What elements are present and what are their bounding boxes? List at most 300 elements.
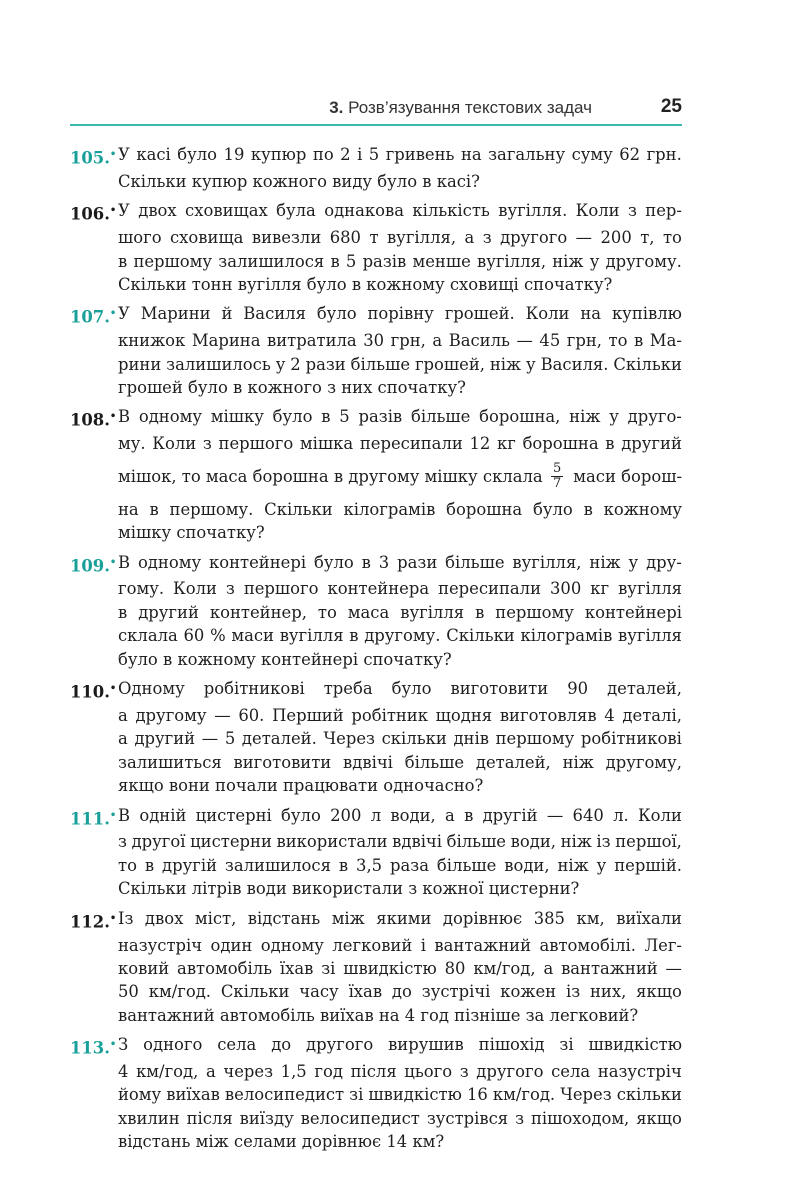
word: першої,	[615, 832, 682, 852]
word: використали	[276, 832, 388, 852]
word: виготовити	[450, 679, 549, 699]
word: вантажний	[561, 958, 658, 978]
word: із	[596, 832, 611, 852]
word: 45	[539, 331, 561, 351]
word: гому.	[118, 579, 165, 599]
word: В	[118, 552, 131, 572]
word: на	[118, 499, 139, 519]
word: Скільки	[220, 982, 290, 1002]
word: автомобіль	[177, 958, 273, 978]
word: вугілля	[618, 579, 682, 599]
word: них,	[590, 982, 627, 1002]
word: автомобілі.	[539, 935, 636, 955]
word: після	[350, 1062, 397, 1082]
difficulty-mark: •	[109, 149, 117, 160]
problem-text: відстань між селами дорівнює 14 км?	[118, 1132, 445, 1152]
word: 680	[329, 228, 361, 248]
word: 5	[368, 145, 380, 164]
word: вугілля	[279, 626, 344, 646]
word: одного	[143, 1035, 203, 1055]
word: була	[276, 201, 316, 221]
word: то	[608, 331, 628, 351]
word: то	[118, 855, 137, 875]
word: було	[391, 679, 432, 699]
word: Через	[560, 1085, 612, 1105]
problem-number	[70, 907, 118, 934]
word: менше	[412, 251, 471, 271]
word: купівлю	[611, 304, 682, 324]
word: то	[317, 602, 337, 622]
problem-109	[70, 551, 682, 672]
word: часу	[299, 982, 339, 1002]
word: Коли	[575, 201, 620, 221]
problem-112	[70, 907, 682, 1028]
word: другого	[476, 1062, 544, 1082]
problem-line	[70, 353, 682, 376]
problem-line	[70, 980, 682, 1003]
word: велосипедист	[300, 1108, 420, 1128]
word: села	[551, 1062, 591, 1082]
problem-line	[70, 774, 682, 797]
word: Одному	[118, 679, 185, 699]
problem-number-text: 109.	[70, 556, 110, 576]
problem-number-text: 105.	[70, 148, 110, 168]
problem-number	[70, 405, 118, 432]
problem-line	[70, 727, 682, 750]
word: кожному	[603, 499, 682, 519]
word: хвилин	[118, 1108, 180, 1128]
word: контейнера	[327, 579, 430, 599]
word: другої	[131, 832, 186, 852]
word: виготовляв	[499, 705, 597, 725]
word: вугілля	[400, 602, 465, 622]
problem-line	[70, 1107, 682, 1130]
word: скільки	[616, 1085, 682, 1105]
word: борошна	[522, 434, 599, 454]
word: швидкістю	[343, 958, 437, 978]
word: борошна,	[479, 407, 561, 427]
word: Василя.	[540, 354, 609, 374]
problem-line	[70, 250, 682, 273]
word: другому.	[605, 251, 682, 271]
problem-number-text: 111.	[70, 809, 110, 829]
word: а	[543, 958, 554, 978]
word: другій	[162, 855, 217, 875]
problem-number-text: 110.	[70, 682, 110, 702]
problem-line	[70, 1130, 682, 1153]
word: ніж	[560, 832, 592, 852]
word: води,	[510, 832, 556, 852]
problem-line	[70, 677, 682, 704]
word: 200	[330, 805, 362, 825]
word: першій.	[614, 855, 682, 875]
word: В	[118, 805, 131, 825]
problem-line	[70, 648, 682, 671]
word: деталі,	[622, 705, 682, 725]
word: пересипали	[438, 579, 542, 599]
word: більше	[445, 552, 505, 572]
word: 90	[567, 679, 589, 699]
word: робітникові	[203, 679, 305, 699]
word: їхав	[348, 982, 383, 1002]
problem-number	[70, 677, 118, 704]
word: му.	[118, 434, 146, 454]
word: Перший	[272, 705, 344, 725]
problem-number-text: 112.	[70, 912, 110, 932]
word: км/год,	[473, 958, 536, 978]
problem-line	[70, 432, 682, 455]
word: якщо	[636, 982, 682, 1002]
word: У	[118, 304, 130, 324]
word: між	[331, 908, 365, 928]
word: Скільки	[446, 626, 515, 646]
word: одному	[137, 552, 202, 572]
word: ніж	[557, 855, 589, 875]
word: 16	[466, 1085, 488, 1105]
word: другому.	[364, 626, 441, 646]
chapter-title: Розв’язування текстових задач	[348, 98, 592, 117]
problem-number	[70, 804, 118, 831]
word: скільки	[381, 729, 447, 749]
word: вантажний	[434, 935, 532, 955]
problem-line	[70, 577, 682, 600]
word: —	[214, 705, 231, 725]
problem-line	[70, 704, 682, 727]
word: й	[221, 304, 233, 324]
word: кілограмів	[520, 626, 613, 646]
word: 5	[339, 407, 350, 427]
word: залишилося	[218, 251, 325, 271]
word: в	[118, 602, 128, 622]
word: зустрічі	[421, 982, 491, 1002]
word: витратила	[267, 331, 357, 351]
word: —	[546, 805, 564, 825]
word: 50	[118, 982, 139, 1002]
word: в	[349, 626, 359, 646]
word: було	[281, 805, 321, 825]
word: а	[118, 729, 128, 749]
problem-number	[70, 551, 118, 578]
word: в	[149, 499, 159, 519]
word: контейнері	[208, 552, 307, 572]
problem-number	[70, 1033, 118, 1060]
difficulty-mark: •	[109, 809, 117, 821]
word: дорівнює	[442, 908, 523, 928]
word: вдвічі	[343, 752, 393, 772]
word: з	[459, 1062, 469, 1082]
word: було	[313, 552, 354, 572]
word: деталей,	[607, 679, 682, 699]
problem-110	[70, 677, 682, 798]
word: швидкістю	[588, 1035, 682, 1055]
word: Через	[323, 729, 375, 749]
word: км/год.	[492, 1085, 556, 1105]
word: на	[580, 304, 602, 324]
problem-105	[70, 143, 682, 193]
word: в	[321, 407, 331, 427]
word: легковий	[332, 935, 413, 955]
chapter-heading	[329, 98, 592, 118]
word: дру-	[646, 552, 682, 572]
fraction-denominator: 7	[553, 476, 562, 492]
problem-number-text: 106.	[70, 204, 110, 224]
word: 385	[533, 908, 565, 928]
problem-text: якщо вони почали працювати одночасно?	[118, 776, 484, 796]
word: 80	[444, 958, 466, 978]
word: кілограмів	[343, 499, 436, 519]
word: сховищах	[185, 201, 268, 221]
fraction	[551, 462, 563, 491]
problem-line	[70, 143, 682, 170]
word: виїзду	[239, 1108, 294, 1128]
word: 62	[619, 145, 641, 164]
word: Скільки	[264, 499, 333, 519]
word: т,	[640, 228, 655, 248]
word: виїхав	[166, 1085, 220, 1105]
word: маса	[347, 602, 390, 622]
difficulty-mark: •	[109, 912, 117, 924]
word: т	[369, 228, 379, 248]
word: більше	[436, 855, 497, 875]
problem-text: було в кожному контейнері спочатку?	[118, 649, 452, 669]
word: з	[225, 579, 235, 599]
word: —	[575, 228, 593, 248]
problem-line	[70, 907, 682, 934]
problem-number	[70, 199, 118, 226]
word: пер-	[645, 201, 682, 221]
word: У	[118, 145, 130, 164]
word: ковий	[118, 958, 170, 978]
problem-106	[70, 199, 682, 296]
problem-text: Скільки купюр кожного виду було в касі?	[118, 171, 480, 191]
problem-line	[70, 456, 682, 498]
word: першому	[495, 602, 574, 622]
word: рини	[118, 354, 162, 374]
word: першого	[243, 579, 319, 599]
word: другому	[135, 705, 207, 725]
word: більше	[446, 832, 507, 852]
word: першому	[133, 251, 213, 271]
word: в	[464, 805, 474, 825]
word: л.	[613, 805, 629, 825]
problem-text: Скільки літрів води використали з кожної цистерни?	[118, 879, 580, 899]
word: вивезли	[251, 228, 322, 248]
word: в	[583, 499, 593, 519]
problem-line	[70, 1083, 682, 1106]
word: другого	[500, 228, 568, 248]
word: 4	[604, 705, 615, 725]
word: З	[118, 1035, 129, 1055]
problem-text: маси борош-	[573, 466, 682, 486]
word: у	[609, 407, 619, 427]
word: з	[515, 1108, 525, 1128]
word: касі	[136, 145, 171, 164]
problem-107	[70, 302, 682, 399]
word: контейнер,	[209, 602, 307, 622]
word: води,	[504, 855, 550, 875]
problem-number	[70, 302, 118, 329]
chapter-number: 3.	[329, 98, 344, 117]
problem-line	[70, 551, 682, 578]
word: на	[460, 145, 482, 164]
word: з	[482, 228, 492, 248]
problem-text: грошей було в кожного з них спочатку?	[118, 378, 466, 398]
word: виїхали	[616, 908, 682, 928]
word: кг	[590, 579, 610, 599]
word: кг	[497, 434, 516, 454]
word: ніж	[569, 407, 601, 427]
word: йому	[118, 1085, 162, 1105]
word: 60.	[238, 705, 265, 725]
problem-line	[70, 498, 682, 521]
word: 12	[469, 434, 491, 454]
word: Лег-	[644, 935, 682, 955]
problem-number-text: 108.	[70, 410, 110, 430]
word: деталей.	[241, 729, 317, 749]
word: в	[118, 251, 128, 271]
word: з	[627, 201, 637, 221]
problem-line	[70, 273, 682, 296]
word: в	[144, 855, 155, 875]
word: вирушив	[388, 1035, 464, 1055]
word: мішка	[299, 434, 354, 454]
word: більше	[404, 752, 465, 772]
word: якими	[376, 908, 432, 928]
word: через	[223, 1062, 274, 1082]
word: деталей,	[475, 752, 551, 772]
word: з	[118, 832, 127, 852]
word: а	[432, 331, 443, 351]
word: суму	[571, 145, 613, 164]
word: а	[205, 1062, 216, 1082]
word: їхав	[279, 958, 314, 978]
word: грошей,	[414, 354, 485, 374]
problem-line	[70, 302, 682, 329]
word: в	[330, 251, 340, 271]
word: велосипедист	[224, 1085, 345, 1105]
word: 640	[572, 805, 604, 825]
word: ніж	[489, 354, 522, 374]
word: якщо	[636, 1108, 682, 1128]
fraction-numerator: 5	[553, 461, 562, 477]
word: Коли	[173, 579, 217, 599]
word: 60	[183, 626, 205, 646]
word: швидкістю	[368, 1085, 462, 1105]
word: днів	[453, 729, 489, 749]
word: 300	[550, 579, 582, 599]
word: 200	[600, 228, 632, 248]
word: ніж	[589, 552, 621, 572]
word: зі	[559, 1035, 574, 1055]
word: Василя	[243, 304, 306, 324]
problem-113	[70, 1033, 682, 1154]
word: двох	[138, 201, 177, 221]
problem-line	[70, 405, 682, 432]
word: залишиться	[118, 752, 222, 772]
word: склала	[118, 626, 178, 646]
problem-list	[70, 143, 682, 1160]
word: порівну	[367, 304, 434, 324]
word: виготовити	[233, 752, 332, 772]
word: сховища	[170, 228, 244, 248]
word: в	[338, 855, 349, 875]
word: л	[370, 805, 382, 825]
difficulty-mark: •	[109, 1039, 117, 1051]
word: другій	[482, 805, 538, 825]
word: У	[118, 201, 130, 221]
word: шого	[118, 228, 162, 248]
difficulty-mark: •	[109, 411, 117, 423]
word: 2	[290, 354, 301, 374]
word: км/год.	[148, 982, 211, 1002]
word: Василь	[448, 331, 510, 351]
word: рази	[305, 354, 346, 374]
word: кожен	[500, 982, 557, 1002]
difficulty-mark: •	[109, 308, 117, 320]
word: 1,5	[280, 1062, 307, 1082]
word: зустрівся	[426, 1108, 509, 1128]
problem-line	[70, 601, 682, 624]
word: один	[210, 935, 253, 955]
difficulty-mark: •	[109, 205, 117, 217]
word: гривень	[385, 145, 455, 164]
word: Марина	[191, 331, 261, 351]
word: а	[118, 705, 128, 725]
problem-line	[70, 751, 682, 774]
word: по	[312, 145, 334, 164]
word: —	[665, 958, 682, 978]
word: в	[361, 552, 371, 572]
word: то	[662, 228, 682, 248]
word: грошей.	[444, 304, 515, 324]
word: купюр	[250, 145, 307, 164]
word: цистерні	[195, 805, 272, 825]
word: —	[516, 331, 533, 351]
word: пішоходом,	[530, 1108, 630, 1128]
problem-line	[70, 934, 682, 957]
word: назустріч	[118, 935, 203, 955]
word: вугілля,	[476, 251, 547, 271]
word: робітникові	[580, 729, 682, 749]
word: у	[596, 855, 607, 875]
word: разів	[362, 251, 407, 271]
problem-111	[70, 804, 682, 901]
word: Коли	[525, 304, 570, 324]
word: вугілля,	[512, 552, 582, 572]
word: Коли	[152, 434, 197, 454]
word: 2	[340, 145, 351, 164]
word: залишилося	[224, 855, 331, 875]
word: другого	[306, 1035, 374, 1055]
word: В	[118, 407, 131, 427]
word: книжок	[118, 331, 186, 351]
word: ніж	[562, 752, 594, 772]
word: було	[316, 304, 357, 324]
problem-line	[70, 1033, 682, 1060]
problem-line	[70, 957, 682, 980]
word: води,	[390, 805, 436, 825]
word: із	[565, 982, 581, 1002]
word: 3	[378, 552, 390, 572]
word: цього	[404, 1062, 453, 1082]
word: разів	[358, 407, 403, 427]
problem-line	[70, 830, 682, 853]
problem-line	[70, 376, 682, 399]
word: одній	[139, 805, 187, 825]
problem-line	[70, 329, 682, 352]
word: борошна	[446, 499, 523, 519]
word: у	[589, 251, 600, 271]
